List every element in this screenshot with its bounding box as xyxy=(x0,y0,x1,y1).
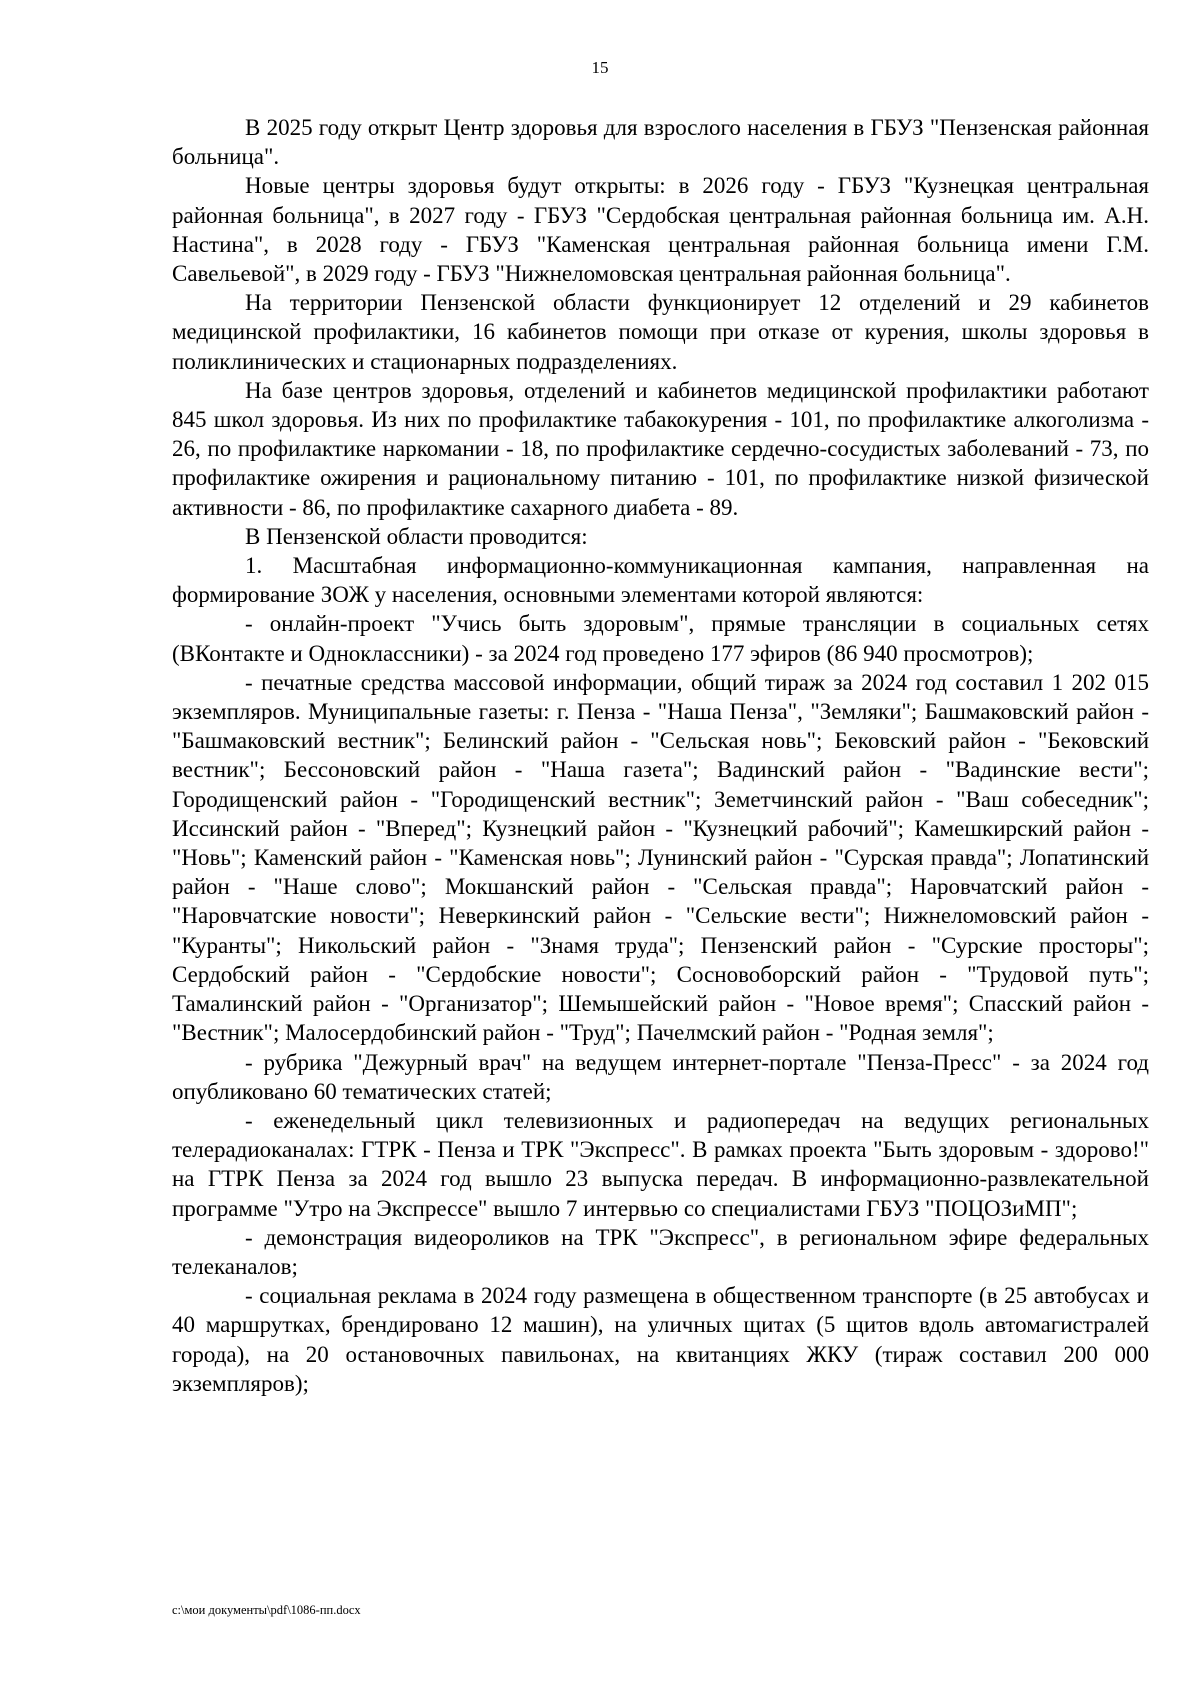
list-item-online-project: - онлайн-проект "Учись быть здоровым", прямые трансляции в социальных сетях (ВКонтакте и Одноклассники) - за 2024 год проведено 177 эфиров (86 940 просмотров); xyxy=(172,611,1149,666)
page-number: 15 xyxy=(591,58,609,77)
paragraph-region-conducts: В Пензенской области проводится: xyxy=(245,523,588,549)
paragraph-prevention-departments: На территории Пензенской области функционирует 12 отделений и 29 кабинетов медицинской профилактики, 16 кабинетов помощи при отказе от курения, школы здоровья в поликлинических и стационарных подразделениях. xyxy=(172,290,1149,374)
paragraph-health-center-2025: В 2025 году открыт Центр здоровья для взрослого населения в ГБУЗ "Пензенская районная больница". xyxy=(172,115,1149,170)
paragraph-info-campaign: 1. Масштабная информационно-коммуникационная кампания, направленная на формирование ЗОЖ у населения, основными элементами которой являются: xyxy=(172,553,1149,608)
list-item-video-clips: - демонстрация видеороликов на ТРК "Экспресс", в региональном эфире федеральных телеканалов; xyxy=(172,1224,1149,1279)
paragraph-health-schools: На базе центров здоровья, отделений и кабинетов медицинской профилактики работают 845 школ здоровья. Из них по профилактике табакокурения - 101, по профилактике алкоголизма - 26, по профилактике наркомании - 18, по профилактике сердечно-сосудистых заболеваний - 73, по профилактике ожирения и рациональному питанию - 101, по профилактике низкой физической активности - 86, по профилактике сахарного диабета - 89. xyxy=(172,377,1149,520)
body-text xyxy=(172,113,1149,1398)
paragraph-new-health-centers: Новые центры здоровья будут открыты: в 2026 году - ГБУЗ "Кузнецкая центральная районная больница", в 2027 году - ГБУЗ "Сердобская центральная районная больница им. А.Н. Настина", в 2028 году - ГБУЗ "Каменская центральная районная больница имени Г.М. Савельевой", в 2029 году - ГБУЗ "Нижнеломовская центральная районная больница". xyxy=(172,173,1149,287)
list-item-duty-doctor-column: - рубрика "Дежурный врач" на ведущем интернет-портале "Пенза-Пресс" - за 2024 год опубликовано 60 тематических статей; xyxy=(172,1049,1149,1104)
list-item-social-advertising: - социальная реклама в 2024 году размещена в общественном транспорте (в 25 автобусах и 40 маршрутках, брендировано 12 машин), на уличных щитах (5 щитов вдоль автомагистралей города), на 20 остановочных павильонах, на квитанциях ЖКУ (тираж составил 200 000 экземпляров); xyxy=(172,1283,1149,1396)
list-item-print-media: - печатные средства массовой информации, общий тираж за 2024 год составил 1 202 015 экземпляров. Муниципальные газеты: г. Пенза - "Наша Пенза", "Земляки"; Башмаковский район - "Башмаковский вестник"; Белинский район - "Сельская новь"; Бековский район - "Бековский вестник"; Бессоновский район - "Наша газета"; Вадинский район - "Вадинские вести"; Городищенский район - "Городищенский вестник"; Земетчинский район - "Ваш собеседник"; Иссинский район - "Вперед"; Кузнецкий район - "Кузнецкий рабочий"; Камешкирский район - "Новь"; Каменский район - "Каменская новь"; Лунинский район - "Сурская правда"; Лопатинский район - "Наше слово"; Мокшанский район - "Сельская правда"; Наровчатский район - "Наровчатские новости"; Неверкинский район - "Сельские вести"; Нижнеломовский район - "Куранты"; Никольский район - "Знамя труда"; Пензенский район - "Сурские просторы"; Сердобский район - "Сердобские новости"; Сосновоборский район - "Трудовой путь"; Тамалинский район - "Организатор"; Шемышейский район - "Новое время"; Спасский район - "Вестник"; Малосердобинский район - "Труд"; Пачелмский район - "Родная земля"; xyxy=(172,669,1149,1046)
list-item-tv-radio-cycle: - еженедельный цикл телевизионных и радиопередач на ведущих региональных телерадиоканалах: ГТРК - Пенза и ТРК "Экспресс". В рамках проекта "Быть здоровым - здорово!" на ГТРК Пенза за 2024 год вышло 23 выпуска передач. В информационно-развлекательной программе "Утро на Экспрессе" вышло 7 интервью со специалистами ГБУЗ "ПОЦОЗиМП"; xyxy=(172,1107,1149,1221)
footer-file-path: c:\мои документы\pdf\1086-пп.docx xyxy=(172,1603,361,1617)
